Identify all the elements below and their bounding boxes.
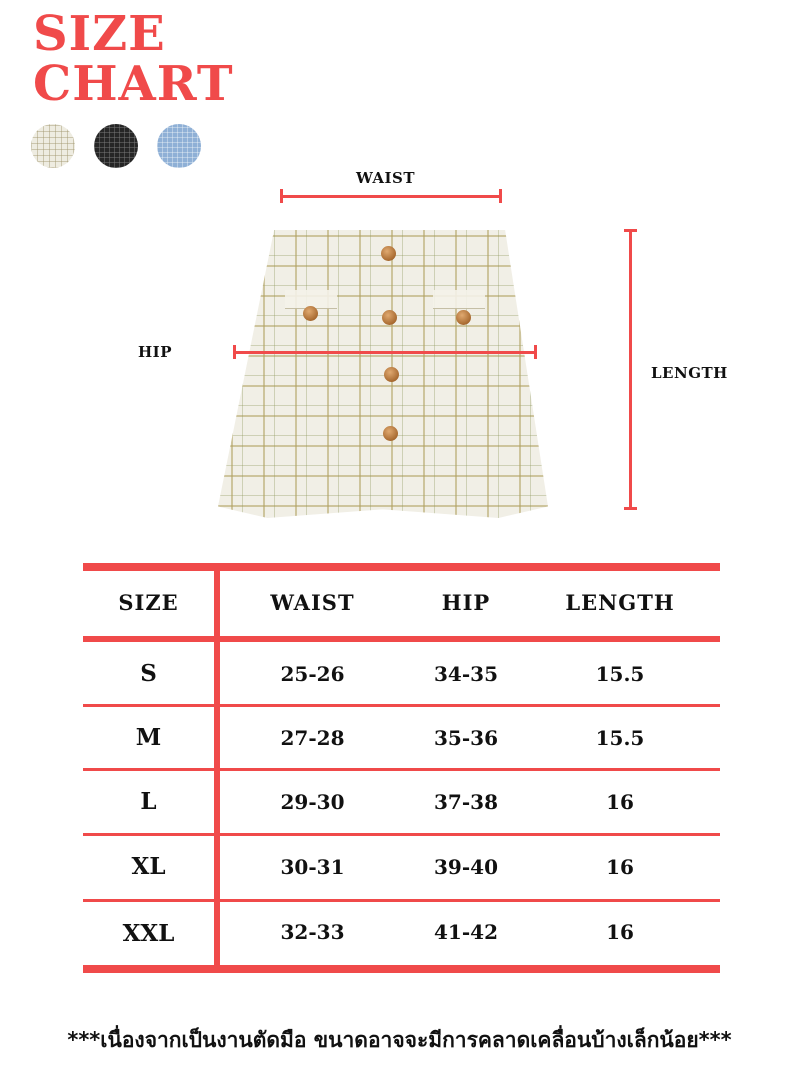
hip-line-cap-right — [534, 345, 537, 359]
row-size: XL — [131, 853, 166, 880]
row-length: 16 — [606, 855, 634, 879]
header-size: SIZE — [118, 590, 179, 615]
skirt-pocket-right — [433, 290, 485, 309]
row-size: XXL — [122, 920, 175, 947]
length-label: LENGTH — [651, 364, 728, 382]
skirt-button — [384, 367, 399, 382]
table-border-top — [83, 563, 720, 571]
row-length: 16 — [606, 920, 634, 944]
skirt-button — [382, 310, 397, 325]
swatch-cream — [31, 124, 75, 168]
header-waist: WAIST — [270, 590, 355, 615]
table-divider — [83, 833, 720, 836]
title-chart: CHART — [33, 56, 234, 112]
swatch-black — [94, 124, 138, 168]
header-hip: HIP — [441, 590, 491, 615]
table-divider — [83, 899, 720, 902]
table-divider — [83, 636, 720, 642]
length-line — [629, 229, 632, 510]
hip-line — [233, 351, 537, 354]
row-hip: 41-42 — [434, 920, 498, 944]
table-divider — [83, 768, 720, 771]
row-hip: 34-35 — [434, 662, 498, 686]
row-size: M — [135, 724, 162, 751]
row-waist: 30-31 — [280, 855, 345, 879]
row-length: 15.5 — [595, 662, 645, 686]
row-length: 16 — [606, 790, 634, 814]
skirt-button — [381, 246, 396, 261]
waist-line-cap-left — [280, 189, 283, 203]
skirt-button — [456, 310, 471, 325]
row-waist: 27-28 — [280, 726, 345, 750]
waist-label: WAIST — [356, 169, 416, 187]
row-hip: 37-38 — [434, 790, 498, 814]
hip-label: HIP — [138, 343, 172, 361]
waist-line-cap-right — [499, 189, 502, 203]
row-hip: 35-36 — [434, 726, 498, 750]
row-waist: 29-30 — [280, 790, 345, 814]
header-length: LENGTH — [565, 590, 675, 615]
length-line-cap-bottom — [624, 507, 637, 510]
skirt-button — [383, 426, 398, 441]
row-waist: 25-26 — [280, 662, 345, 686]
swatch-blue — [157, 124, 201, 168]
table-column-divider — [214, 563, 220, 973]
title-size: SIZE — [33, 6, 166, 62]
row-length: 15.5 — [595, 726, 645, 750]
skirt-button — [303, 306, 318, 321]
waist-line — [280, 195, 502, 198]
row-hip: 39-40 — [434, 855, 498, 879]
hip-line-cap-left — [233, 345, 236, 359]
row-waist: 32-33 — [280, 920, 345, 944]
table-border-bottom — [83, 965, 720, 973]
length-line-cap-top — [624, 229, 637, 232]
row-size: S — [140, 660, 157, 687]
row-size: L — [140, 788, 157, 815]
table-divider — [83, 704, 720, 707]
footnote: ***เนื่องจากเป็นงานตัดมือ ขนาดอาจจะมีการคลาดเคลื่อนบ้างเล็กน้อย*** — [67, 1028, 732, 1052]
